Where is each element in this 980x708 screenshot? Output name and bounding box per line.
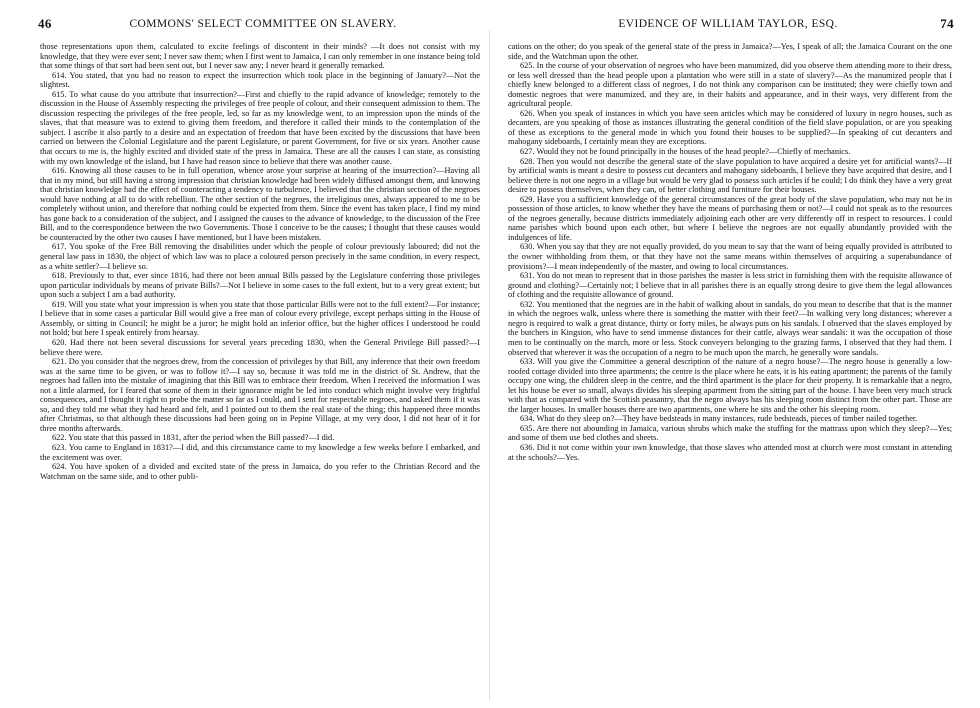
left-running-head: COMMONS' SELECT COMMITTEE ON SLAVERY. [129, 18, 397, 30]
paragraph: 633. Will you give the Committee a general description of the nature of a negro house?—The negro house is generally a low-roofed cottage divided into three apartments; the centre is the place where he eats, it is his eating apartment; the parents of the family occupy one wing, the children sleep in the centre, and the third apartment is the place for their property. It is remarkable that a negro, let his house be ever so small, always divides his sleeping apartment from the sitting part of the house. I have been very much struck with that as compared with the Scottish peasantry, that the negro always has his sleeping room distinct from the other part. Those are the larger houses. In smaller houses there are two apartments, one where he sits and the other his sleeping room. [508, 357, 952, 414]
page-gutter [489, 30, 490, 700]
paragraph: 632. You mentioned that the negroes are in the habit of walking about in sandals, do you mean to describe that that is the manner in which the negroes walk, unless where there is something the matter with their feet?—In walking very long distances; wherever a negro is required to walk a great distance, thirty or forty miles, he always puts on his sandals. I observed that the slaves employed by the butchers in Kingston, who have to send immense distances for their cattle, always wear sandals: it was the occupation of those men to be continually on the march, more or less. Stock conveyers belonging to the grazing farms, I observed that they had them. I observed that wherever it was the occupation of a negro to be much upon the march, he generally wore sandals. [508, 299, 952, 357]
paragraph: 635. Are there not abounding in Jamaica, various shrubs which make the stuffing for the mattrass upon which they sleep?—Yes; and some of them use bed clothes and sheets. [508, 423, 952, 443]
paragraph: 630. When you say that they are not equally provided, do you mean to say that the want of being equally provided is attributed to the owner withholding from them, or that they have not the same means within themselves of acquiring a superabundance of provisions?—I mean independently of the master, and owing to local circumstances. [508, 242, 952, 271]
left-column [40, 42, 480, 481]
right-running-head: EVIDENCE OF WILLIAM TAYLOR, ESQ. [618, 18, 838, 30]
left-page-number: 46 [38, 16, 52, 31]
paragraph: 634. What do they sleep on?—They have bedsteads in many instances, rude bedsteads, pieces of timber nailed together. [520, 414, 918, 424]
paragraph: 622. You state that this passed in 1831, after the period when the Bill passed?—I did. [52, 433, 335, 443]
paragraph: 629. Have you a sufficient knowledge of the general circumstances of the great body of the slave population, who may not be in possession of those articles, to know whether they have the means of purchasing them or not?—I could not speak as to the resources of the negroes generally, because districts immediately adjoining each other are very differently off in respect to resources. I could name parishes which bound upon each other, but where I believe the negroes are not equally abundantly provided with the indulgences of life. [508, 194, 952, 242]
paragraph: 625. In the course of your observation of negroes who have been manumized, did you observe them attending more to their dress, or less well dressed than the head people upon a plantation who were still in a state of slavery?—As the manumized people that I chiefly knew belonged to a different class of negroes, I do not think any comparison can be instituted; they were chiefly town and domestic negroes that were manumized, and they are, in their habits and appearance, and in their ways, very different from the agricultural people. [508, 61, 952, 109]
paragraph: 627. Would they not be found principally in the houses of the head people?—Chiefly of mechanics. [520, 147, 851, 157]
paragraph: 619. Will you state what your impression is when you state that those particular Bills were not to the full extent?—For instance; I believe that in some cases a particular Bill would give a free man of colour every privilege, except perhaps sitting in the House of Assembly, or sitting in Council; he might be a juror; he might hold an inferior office, but the higher offices I understood he could not hold; but here I speak entirely from hearsay. [40, 299, 480, 338]
right-column [508, 42, 952, 462]
paragraph: those representations upon them, calculated to excite feelings of discontent in their minds? —It does not consist with my knowledge, that they were ever sent; I never saw them; when I first went to Jamaica, I can only remember in one instance being told that some things of that sort had been sent out, but I never saw any; I never heard it generally remarked. [40, 42, 480, 71]
right-page-header [502, 18, 954, 38]
paragraph: cations on the other; do you speak of the general state of the press in Jamaica?—Yes, I speak of all; the Jamaica Courant on the one side, and the Watchman upon the other. [508, 42, 952, 61]
paragraph: 614. You stated, that you had no reason to expect the insurrection which took place in the beginning of January?—Not the slightest. [40, 70, 480, 90]
paragraph: 617. You spoke of the Free Bill removing the disabilities under which the people of colour previously laboured; did not the general law pass in 1830, the object of which law was to place a coloured person precisely in the same condition, in every respect, as a white settler?—I believe so. [40, 242, 480, 271]
paragraph: 616. Knowing all those causes to be in full operation, whence arose your surprise at hearing of the insurrection?—Having all that in my mind, but still having a strong impression that christian knowledge had been widely diffused amongst them, and knowing that christian knowledge had the effect of counteracting a tendency to turbulence, I believed that the christian section of the negroes would have nothing at all to do with rebellion. The other section of the negroes, the irreligious ones, always appeared to me to be completely without union, and therefore that nothing could be expected from them. Since the event has taken place, I find my mind has gone back to a consideration of the subject, and I assigned the causes to the advance of knowledge, to the discussion of the Free Bill, and to the correspondence between the two Governments. Those I conceive to be the causes; I thought that these causes would be counteracted by the other two causes I have mentioned, but I have been mistaken. [40, 166, 480, 242]
paragraph: 621. Do you consider that the negroes drew, from the concession of privileges by that Bill, any inference that their own freedom was at the same time to be given, or was to follow it?—I say so, because it was told me in the district of St. Andrew, that the negroes had fallen into the mistake of imagining that this Bill was to embrace their freedom. When I received the information I was not a little alarmed, for I feared that some of them in their ignorance might be led into conduct which might involve very frightful consequences, and I thought it right to probe the matter so far as I could, and I sent for respectable negroes, and asked them if it was so, and they told me what they had heard and felt, and I pointed out to them the real state of the thing; this happened three months after Christmas, so that although these discussions had been going on in Pepine Village, at my very door, I did not hear of it for three months afterwards. [40, 357, 480, 433]
paragraph: 636. Did it not come within your own knowledge, that those slaves who attended most at church were most constant in attending at the schools?—Yes. [508, 442, 952, 462]
left-page-header [38, 18, 488, 38]
paragraph: 615. To what cause do you attribute that insurrection?—First and chiefly to the rapid advance of knowledge; remotely to the discussion in the House of Assembly respecting the privileges of free people of colour, and their consequent admission to them. The discussion respecting the privileges of the free people, led, so far as my knowledge went, to an impression upon the minds of the slaves, that that measure was to extend to giving them freedom, and therefore it called their minds to the contemplation of the subject. I ascribe it also partly to a desire and an expectation of freedom that have been excited by the discussions that have been carried on between the Colonial Legislature and the parent Legislature, or parent Government, for five or six years. Another cause that occurs to me is, the highly excited and divided state of the press in Jamaica. These are all the causes I can state, as consisting with my own knowledge of the island, but I have had reason since to believe that there was another cause. [40, 89, 480, 166]
paragraph: 620. Had there not been several discussions for several years preceding 1830, when the General Privilege Bill passed?—I believe there were. [40, 337, 480, 357]
paragraph: 623. You came to England in 1831?—I did, and this circumstance came to my knowledge a few weeks before I embarked, and the excitement was over. [40, 442, 480, 462]
paragraph: 626. When you speak of instances in which you have seen articles which may be considered of luxury in negro houses, such as decanters, are you speaking of those as instances illustrating the general condition of the field slave population, or are you speaking of these as exceptions to the general mode in which you found their houses to be supplied?—In speaking of cut decanters and mahogany sideboards, I certainly mean they are exceptions. [508, 108, 952, 147]
paragraph: 618. Previously to that, ever since 1816, had there not been annual Bills passed by the Legislature conferring those privileges upon particular individuals by means of private Bills?—Not I believe in some cases to the full extent, but to a very great extent; but upon such a subject I am a bad authority. [40, 271, 480, 300]
paragraph: 624. You have spoken of a divided and excited state of the press in Jamaica, do you refer to the Christian Record and the Watchman on the same side, and to other publi- [40, 462, 480, 481]
paragraph: 628. Then you would not describe the general state of the slave population to have acquired a desire yet for artificial wants?—If by artificial wants is meant a desire to possess cut decanters and mahogany sideboards, I believe they have acquired that desire, and I believe there is not one negro in a village but would be very glad to possess such articles if he could; I do think they have a very great desire to possess themselves, when they can, of better clothing and furniture for their houses. [508, 156, 952, 195]
paragraph: 631. You do not mean to represent that in those parishes the master is less strict in furnishing them with the requisite allowance of ground and clothing?—Certainly not; I believe that in all parishes there is an equally strong desire to give them the legal allowances of clothing and the requisite allowance of ground. [508, 271, 952, 300]
right-page-number: 74 [940, 16, 954, 31]
